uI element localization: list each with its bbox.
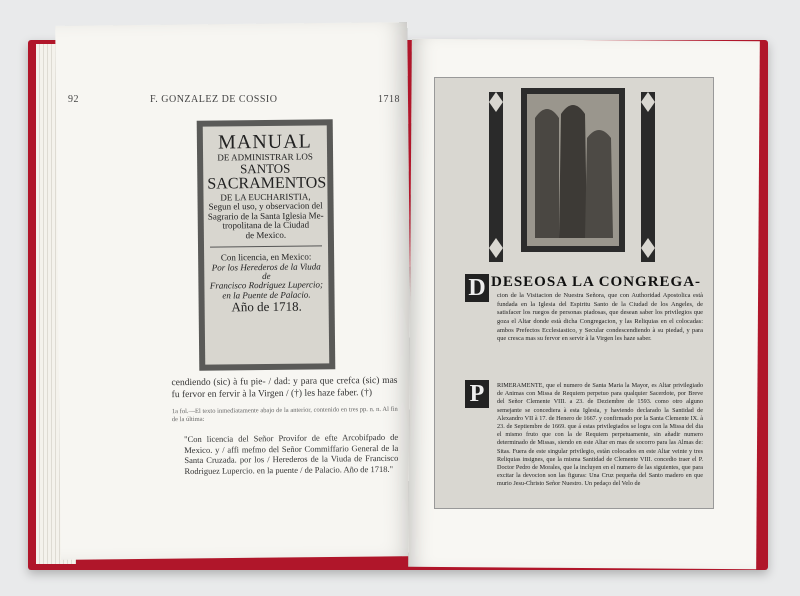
body-paragraph: cendiendo (sic) à fu pie- / dad: y para que crefca (sic) mas fu fervor en fervir à la Virgen / (†) les haze faber. (†) <box>171 375 398 401</box>
title-page-facsimile <box>203 125 329 364</box>
scan-paragraph-2 <box>497 382 703 488</box>
running-head <box>68 94 400 105</box>
border-left <box>489 92 503 262</box>
figure-center <box>559 105 587 238</box>
plate-line-4: SACRAMENTOS <box>207 174 327 193</box>
title-page-plate <box>197 119 336 370</box>
left-page-text <box>171 376 398 483</box>
page-number: 92 <box>68 94 79 105</box>
scan-paragraph-1: cion de la Visitacion de Nuestra Señora, que con Authoridad Apostolica està fundada en la Iglesia del Espiritu Santo de la Ciudad de los Angeles, de satisfacer los ruegos de personas piadosas, que desean saber los privilegios que goza el Altar donde està dicha Congregacion, y las Reliquias en el colocadas: ambos Prefectos Ecclesiastico, y Secular condescendiendo à su piedad, y para que cresca mas su fervor en servir à la Virgen les haze saber. <box>497 292 703 343</box>
figure-left <box>535 109 559 238</box>
plate-line-14: Año de 1718. <box>231 298 302 315</box>
footnote: 1a fol.—El texto inmediatamente abajo de la anterior, contenido en tres pp. n. n. Al fin de la última: <box>171 405 398 424</box>
plate-line-6: Segun el uso, y observacion del <box>208 200 323 212</box>
dropcap-p: P <box>465 380 489 408</box>
scan-heading: DESEOSA LA CONGREGA- <box>491 274 702 290</box>
border-right <box>641 92 655 262</box>
dropcap-d: D <box>465 274 489 302</box>
scan-paragraph-3-text: Fuera de este singular privilegio, estàn colocados en este Altar veinte y tres Reliquias insignes, que la misma Santidad de Clemente VIII. concedio traer el P. Doctor Pedro de Morales, que la incluyen en el numero de las siguientes, que para excitar la devocion son las figuras: Una Cruz pequeña del Santo madero en que murio Jesu-Christo Señor Nuestro. Un pedaço del Velo de <box>497 447 703 488</box>
plate-line-12: Francisco Rodriguez Lupercio; <box>209 279 324 291</box>
figure-right <box>585 130 613 238</box>
plate-line-7: Sagrario de la Santa Iglesia Me- <box>207 210 324 222</box>
plate-line-9: de Mexico. <box>245 229 287 240</box>
running-title: F. GONZALEZ DE COSSIO <box>150 94 278 105</box>
plate-line-11: Por los Herederos de la Viuda de <box>211 260 321 281</box>
facsimile-scan <box>434 77 714 509</box>
plate-rule <box>210 245 322 247</box>
scan-paragraph-2-text: RIMERAMENTE, que el numero de Santa Maria la Mayor, es Altar privilegiado de Animas con Missa de Requiem perpetuo para qualquier Sacerdote, por Breve del Señor Clemente VIII. a 23. de Deziembre de 1593. como otro alguno semejante se concediera à esta Iglesia, y haviendo declarado la Santidad de Alexandro VII à 17. de Henero de 1667. y confirmado por la Santa Clemente IX. à 23. de Septiembre de 1669. que á estas privilegiados se logra con la Missa del dia el mismo fruto que con la de Requiem perpetuamente, sin añadir numero determinado de Missas, siendo en este Altar en mas de socorro para las Almas de: Sitas. <box>497 382 703 455</box>
plate-line-2: DE ADMINISTRAR LOS <box>217 151 313 163</box>
plate-line-13: en la Puente de Palacio. <box>222 289 311 301</box>
plate-line-10: Con licencia, en Mexico: <box>220 251 312 263</box>
plate-line-5: DE LA EUCHARISTIA, <box>220 191 311 203</box>
colophon-quote: "Con licencia del Señor Provifor de efte Arcobifpado de Mexico. y / affi mefmo del Señor Commiffario General de la Santa Cruzada. por los / Herederos de la Viuda de Francisco Rodriguez Lupercio. en la puente / de Palacio. Año de 1718." <box>184 431 399 476</box>
plate-line-8: tropolitana de la Ciudad <box>222 219 310 231</box>
plate-line-1: MANUAL <box>217 130 312 154</box>
plate-line-3: SANTOS <box>239 161 291 177</box>
running-year: 1718 <box>378 94 400 105</box>
